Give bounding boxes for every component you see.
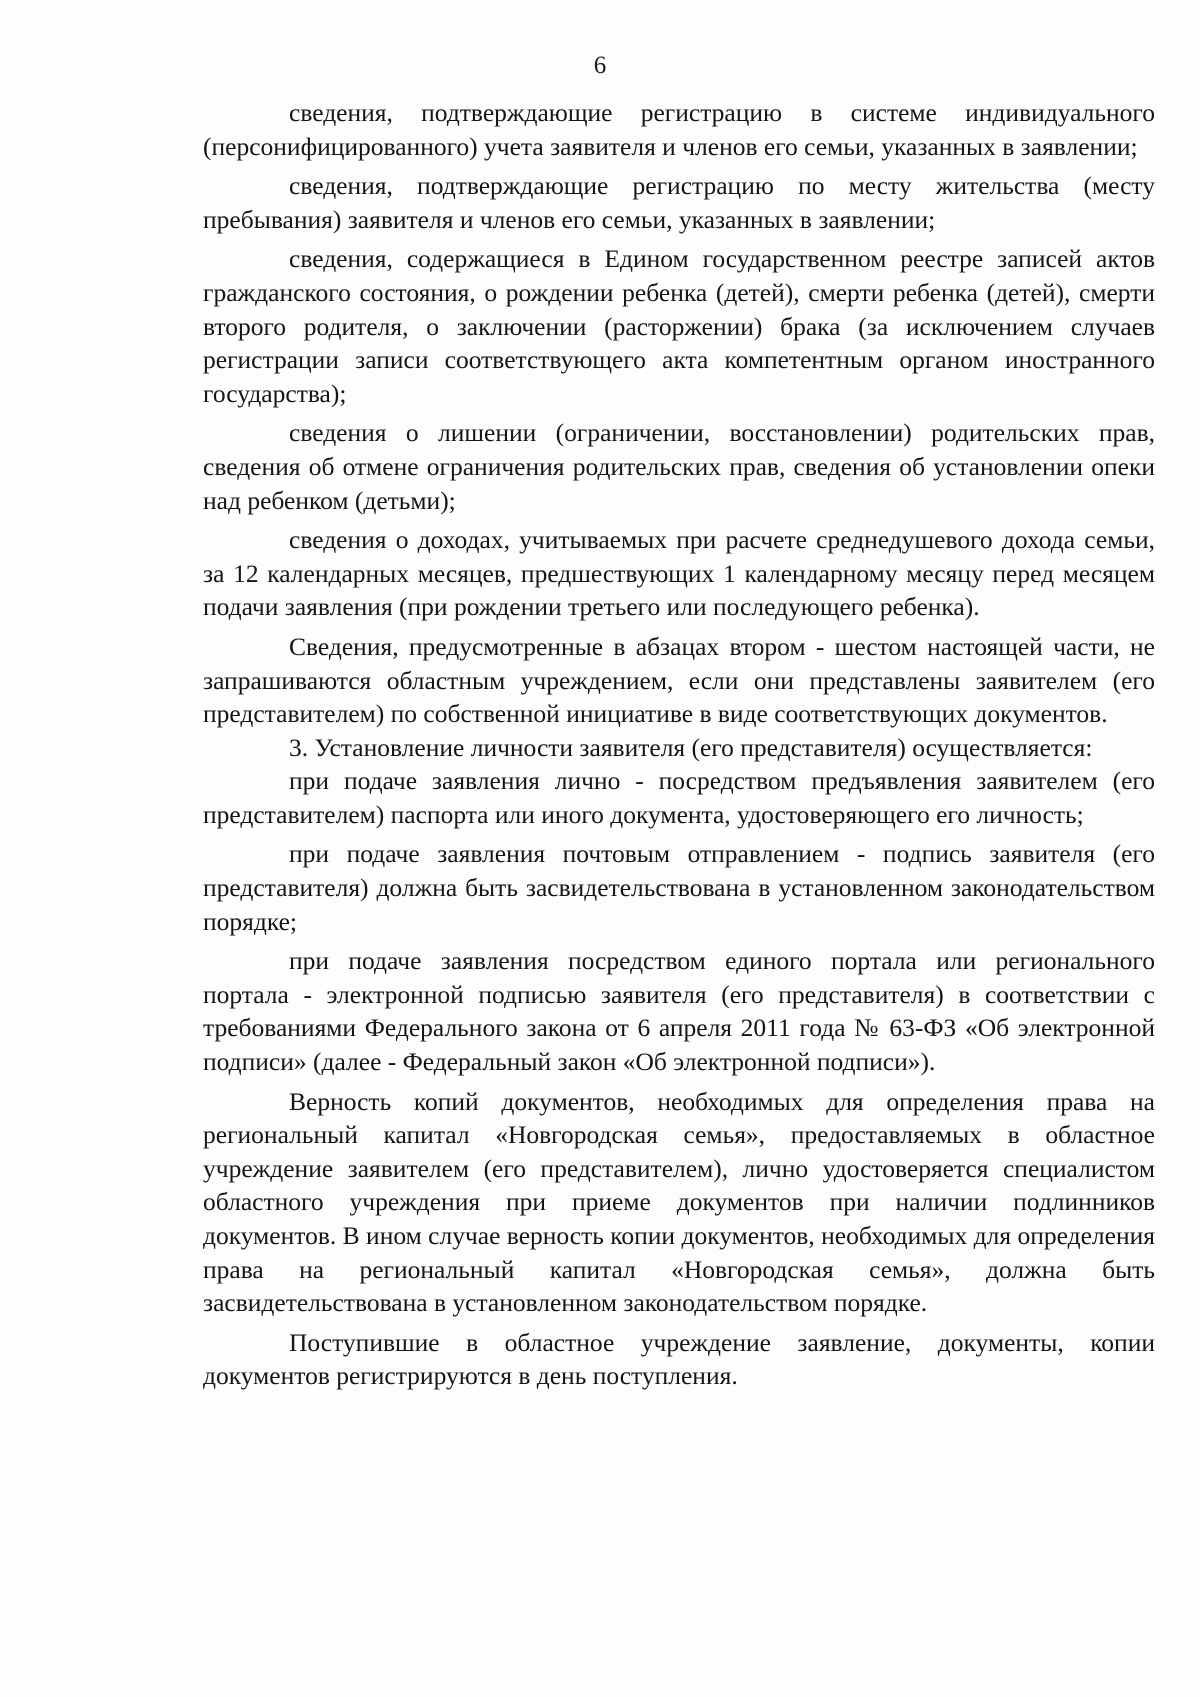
paragraph-identity-establishment: 3. Установление личности заявителя (его представителя) осуществляется: xyxy=(289,732,1093,762)
paragraph-via-portal: при подаче заявления посредством единого портала или регионального портала - электронной подписью заявителя (его представителя) в соответствии с требованиями Федерального закона от 6 апреля 2011 года № 63-ФЗ «Об электронной подписи» (далее - Федеральный закон «Об электронной подписи»). xyxy=(203,946,1155,1077)
paragraph-not-requested: Сведения, предусмотренные в абзацах втором - шестом настоящей части, не запрашиваются областным учреждением, если они представлены заявителем (его представителем) по собственной инициативе в виде соответствующих документов. xyxy=(203,631,1155,729)
paragraph-civil-registry: сведения, содержащиеся в Едином государственном реестре записей актов гражданского состояния, о рождении ребенка (детей), смерти ребенка (детей), смерти второго родителя, о заключении (расторжении) брака (за исключением случаев регистрации записи соответствующего акта компетентным органом иностранного государства); xyxy=(203,244,1155,408)
paragraph-copy-certification: Верность копий документов, необходимых для определения права на региональный капитал «Новгородская семья», предоставляемых в областное учреждение заявителем (его представителем), лично удостоверяется специалистом областного учреждения при приеме документов при наличии подлинников документов. В ином случае верность копии документов, необходимых для определения права на региональный капитал «Новгородская семья», должна быть засвидетельствована в установленном законодательством порядке. xyxy=(203,1086,1155,1318)
paragraph-income-info: сведения о доходах, учитываемых при расчете среднедушевого дохода семьи, за 12 календарных месяцев, предшествующих 1 календарному месяцу перед месяцем подачи заявления (при рождении третьего или последующего ребенка). xyxy=(203,525,1155,622)
paragraph-parental-rights: сведения о лишении (ограничении, восстановлении) родительских прав, сведения об отмене ограничения родительских прав, сведения об установлении опеки над ребенком (детьми); xyxy=(203,418,1155,515)
paragraph-by-post: при подаче заявления почтовым отправлением - подпись заявителя (его представителя) должна быть засвидетельствована в установленном законодательством порядке; xyxy=(203,839,1155,936)
document-body xyxy=(203,96,1155,1393)
paragraph-in-person: при подаче заявления лично - посредством предъявления заявителем (его представителем) паспорта или иного документа, удостоверяющего его личность; xyxy=(203,766,1155,829)
paragraph-personalized-accounting: сведения, подтверждающие регистрацию в системе индивидуального (персонифицированного) учета заявителя и членов его семьи, указанных в заявлении; xyxy=(203,98,1155,161)
paragraph-registration-day: Поступившие в областное учреждение заявление, документы, копии документов регистрируются в день поступления. xyxy=(203,1327,1155,1391)
page-number: 6 xyxy=(593,52,607,79)
paragraph-residence-registration: сведения, подтверждающие регистрацию по месту жительства (месту пребывания) заявителя и членов его семьи, указанных в заявлении; xyxy=(203,171,1155,234)
